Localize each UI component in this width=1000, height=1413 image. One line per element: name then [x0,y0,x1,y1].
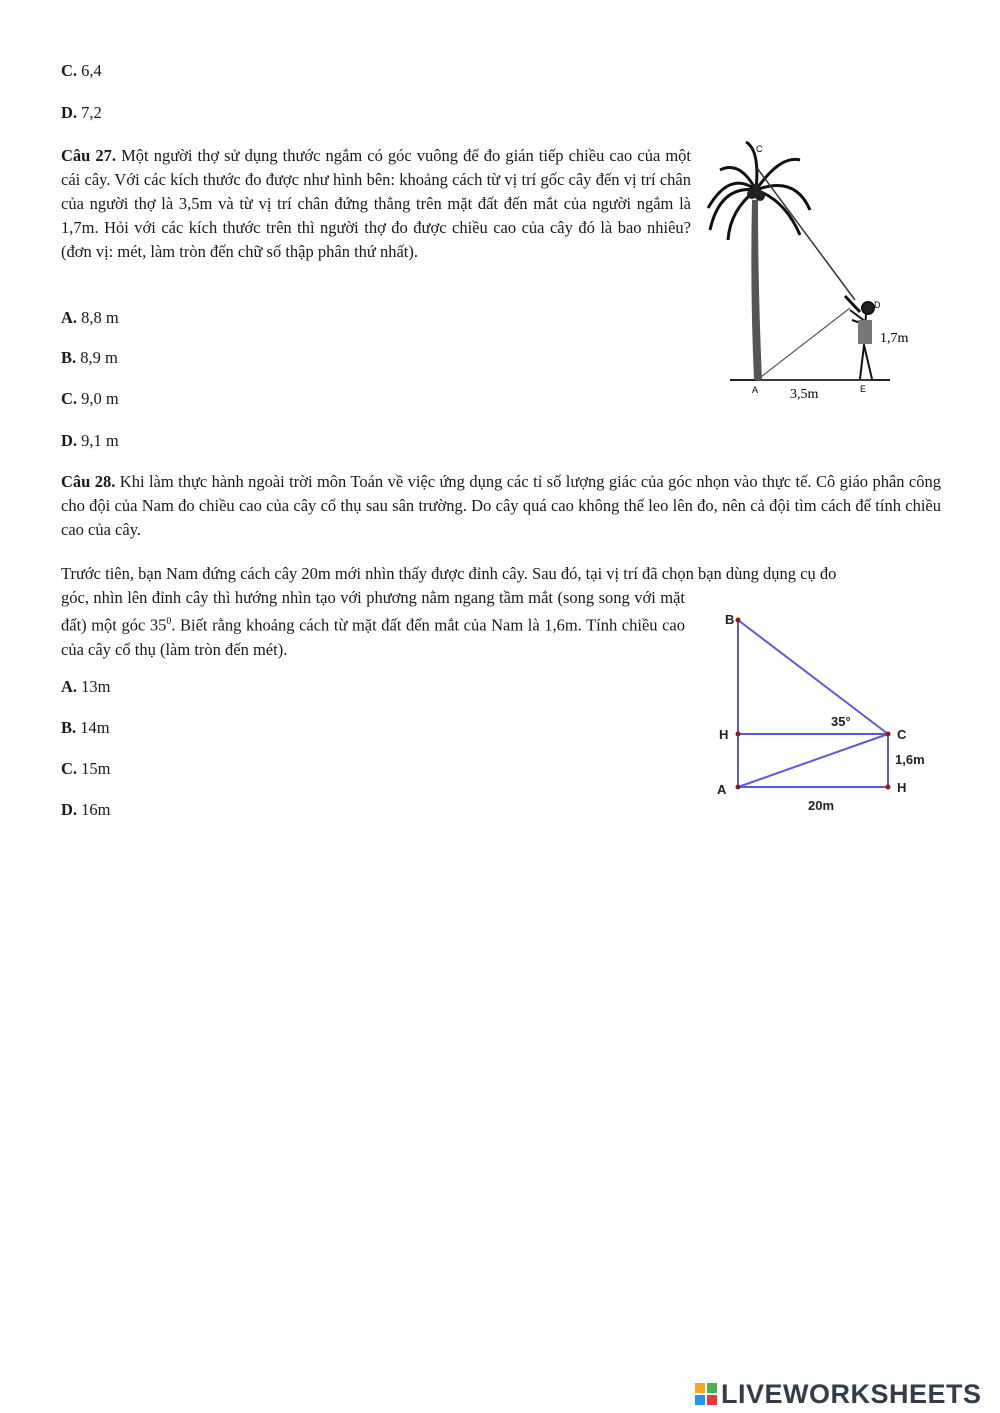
side-ac [738,734,888,787]
tree-trunk [751,200,762,380]
label-c: C [756,144,763,154]
sight-line-base [757,308,850,380]
q28-option-d: D. 16m [61,800,111,819]
point-a [736,785,741,790]
label-angle: 35° [831,714,851,729]
logo-text: LIVEWORKSHEETS [721,1378,982,1409]
point-c [886,732,891,737]
label-b: B [725,612,735,627]
sight-line-top [757,168,855,300]
label-e: E [860,384,867,394]
logo-icon [695,1383,717,1405]
label-c2: C [897,727,907,742]
label-d: D [874,300,881,310]
q27-option-a: A. 8,8 m [61,308,119,327]
point-h2 [886,785,891,790]
triangle-figure [705,600,945,815]
question-28-para2-line1: Trước tiên, bạn Nam đứng cách cây 20m mới nhìn thấy được đỉnh cây. Sau đó, tại vị trí đã chọn bạn dùng dụng cụ đo [61,564,837,583]
label-h1: H [719,727,729,742]
tree-measurement-figure [700,130,925,405]
option-d-prev: D. 7,2 [61,103,102,122]
question-28-para2-rest: góc, nhìn lên đỉnh cây thì hướng nhìn tạo với phương nằm ngang tầm mắt (song song với mặt đất) một góc $35^0$. Biết rằng khoảng cách từ mặt đất đến mắt của Nam là 1,6m. Tính chiều cao của cây cổ thụ (làm tròn đến mét). [61,588,685,659]
palm-fronds [708,142,810,240]
q27-option-d: D. 9,1 m [61,431,119,450]
point-h1 [736,732,741,737]
label-height2: 1,6m [895,752,925,767]
point-b [736,618,741,623]
q27-option-b: B. 8,9 m [61,348,118,367]
q28-option-a: A. 13m [61,677,111,696]
question-28: Câu 28. Khi làm thực hành ngoài trời môn Toán về việc ứng dụng các tỉ số lượng giác của góc nhọn vào thực tế. Cô giáo phân công cho đội của Nam đo chiều cao của cây cổ thụ sau sân trường. Do cây quá cao không thể leo lên đo, nên cả đội tìm cách để tính chiều cao của cây. [61,472,942,539]
person-figure [850,302,874,379]
label-distance2: 20m [808,798,835,813]
question-27: Câu 27. Một người thợ sử dụng thước ngắm có góc vuông để đo gián tiếp chiều cao của một cái cây. Với các kích thước đo được như hình bên: khoảng cách từ vị trí gốc cây đến vị trí chân của người thợ là 3,5m và từ vị trí chân đứng thẳng trên mặt đất đến mắt của người ngắm là 1,7m. Hỏi với các kích thước trên thì người thợ đo được chiều cao của cây đó là bao nhiêu? (đơn vị: mét, làm tròn đến chữ số thập phân thứ nhất). [61,146,692,261]
label-height: 1,7m [880,331,909,346]
option-c-prev: C. 6,4 [61,61,102,80]
side-bc [738,620,888,734]
label-distance: 3,5m [790,387,819,402]
q28-option-c: C. 15m [61,759,111,778]
label-a2: A [717,782,727,797]
q27-option-c: C. 9,0 m [61,389,119,408]
label-a: A [752,385,759,395]
liveworksheets-logo [695,1378,982,1410]
label-h2: H [897,780,907,795]
q28-option-b: B. 14m [61,718,110,737]
